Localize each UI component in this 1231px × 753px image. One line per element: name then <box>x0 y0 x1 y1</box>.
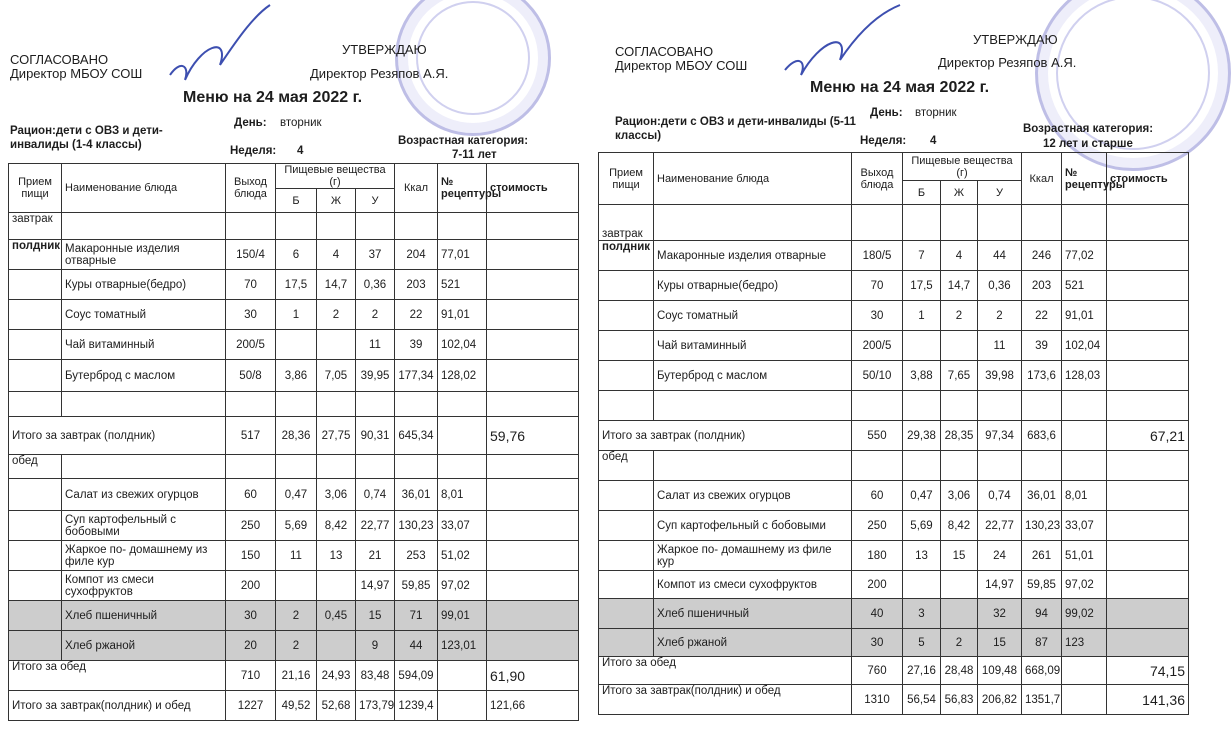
week-label: Неделя: <box>230 145 277 157</box>
breakfast-total-row <box>599 421 1189 451</box>
dish-kcal: 39 <box>1022 331 1062 361</box>
table-row <box>599 541 1189 571</box>
table-row <box>9 571 579 601</box>
dish-name: Суп картофельный с бобовыми <box>62 511 226 541</box>
dish-recipe: 91,01 <box>438 300 487 330</box>
dish-kcal: 39 <box>395 330 438 360</box>
col-kcal-header: Ккал <box>395 164 438 213</box>
dish-recipe: 91,01 <box>1062 301 1107 331</box>
table-row <box>9 240 579 270</box>
col-yield-header: Выход блюда <box>226 164 276 213</box>
section-lunch: обед <box>599 451 654 481</box>
dish-recipe: 33,07 <box>1062 511 1107 541</box>
day-label: День: <box>234 117 267 129</box>
section-breakfast: завтрак <box>599 205 654 241</box>
table-row <box>9 360 579 392</box>
total-carbs: 90,31 <box>356 417 395 455</box>
dish-fat: 15 <box>941 541 978 571</box>
col-recipe-header: № рецептуры <box>438 164 487 213</box>
day-label: День: <box>870 107 903 119</box>
dish-protein: 3,88 <box>903 361 941 391</box>
total-yield: 517 <box>226 417 276 455</box>
approve-label: УТВЕРЖДАЮ <box>973 32 1058 47</box>
dish-kcal: 261 <box>1022 541 1062 571</box>
dish-kcal: 177,34 <box>395 360 438 392</box>
agreed-label: СОГЛАСОВАНО <box>615 44 714 59</box>
dish-kcal: 44 <box>395 631 438 661</box>
approve-label: УТВЕРЖДАЮ <box>342 42 427 57</box>
total-yield: 1227 <box>226 691 276 721</box>
dish-kcal: 36,01 <box>1022 481 1062 511</box>
dish-recipe: 51,02 <box>438 541 487 571</box>
dish-yield: 50/10 <box>852 361 903 391</box>
dish-carbs: 32 <box>978 599 1022 629</box>
dish-yield: 250 <box>226 511 276 541</box>
dish-recipe: 99,01 <box>438 601 487 631</box>
menu-table-right <box>598 152 1189 715</box>
total-protein: 56,54 <box>903 685 941 715</box>
total-label: Итого за завтрак (полдник) <box>599 421 852 451</box>
dish-name: Суп картофельный с бобовыми <box>654 511 852 541</box>
dish-kcal: 203 <box>395 270 438 300</box>
total-label: Итого за завтрак (полдник) <box>9 417 226 455</box>
dish-protein: 11 <box>276 541 317 571</box>
dish-name: Соус томатный <box>654 301 852 331</box>
dish-recipe: 97,02 <box>1062 571 1107 599</box>
dish-kcal: 36,01 <box>395 479 438 511</box>
dish-carbs: 24 <box>978 541 1022 571</box>
total-fat: 52,68 <box>317 691 356 721</box>
dish-kcal: 246 <box>1022 241 1062 271</box>
total-yield: 550 <box>852 421 903 451</box>
col-meal-header: Прием пищи <box>9 164 62 213</box>
dish-carbs: 0,36 <box>356 270 395 300</box>
dish-yield: 50/8 <box>226 360 276 392</box>
dish-name: Соус томатный <box>62 300 226 330</box>
dish-fat <box>317 631 356 661</box>
table-row <box>9 601 579 631</box>
dish-carbs: 22,77 <box>356 511 395 541</box>
dish-recipe: 123 <box>1062 629 1107 657</box>
dish-fat <box>317 571 356 601</box>
dish-protein: 0,47 <box>276 479 317 511</box>
total-carbs: 206,82 <box>978 685 1022 715</box>
total-carbs: 83,48 <box>356 661 395 691</box>
section-breakfast: завтрак <box>9 213 62 240</box>
dish-carbs: 0,74 <box>356 479 395 511</box>
dish-fat <box>941 599 978 629</box>
table-row <box>9 541 579 571</box>
dish-yield: 150 <box>226 541 276 571</box>
day-value: вторник <box>280 117 322 129</box>
dish-kcal: 204 <box>395 240 438 270</box>
dish-yield: 30 <box>852 301 903 331</box>
dish-yield: 60 <box>852 481 903 511</box>
table-row <box>599 331 1189 361</box>
dish-fat: 0,45 <box>317 601 356 631</box>
total-fat: 24,93 <box>317 661 356 691</box>
dish-name: Компот из смеси сухофруктов <box>62 571 226 601</box>
col-yield-header: Выход блюда <box>852 153 903 205</box>
dish-yield: 60 <box>226 479 276 511</box>
dish-carbs: 0,74 <box>978 481 1022 511</box>
dish-carbs: 2 <box>356 300 395 330</box>
dish-carbs: 2 <box>978 301 1022 331</box>
dish-carbs: 44 <box>978 241 1022 271</box>
table-row <box>599 241 1189 271</box>
menu-table-left <box>8 163 579 721</box>
menu-document-left <box>0 0 600 753</box>
col-u-header: У <box>356 189 395 213</box>
dish-kcal: 130,23 <box>1022 511 1062 541</box>
total-carbs: 173,79 <box>356 691 395 721</box>
total-fat: 56,83 <box>941 685 978 715</box>
dish-protein: 2 <box>276 601 317 631</box>
dish-protein <box>903 331 941 361</box>
dish-protein: 2 <box>276 631 317 661</box>
dish-kcal: 59,85 <box>395 571 438 601</box>
dish-yield: 30 <box>226 300 276 330</box>
col-zh-header: Ж <box>317 189 356 213</box>
age-category-label: Возрастная категория: <box>1023 123 1154 135</box>
col-dish-header: Наименование блюда <box>62 164 226 213</box>
dish-fat: 8,42 <box>317 511 356 541</box>
grand-total-row <box>9 691 579 721</box>
dish-protein: 7 <box>903 241 941 271</box>
director-name-label: Директор Резяпов А.Я. <box>938 55 1077 70</box>
signature-mark <box>775 5 905 90</box>
dish-fat: 3,06 <box>317 479 356 511</box>
col-cost-header: стоимость <box>1107 153 1189 205</box>
dish-yield: 30 <box>852 629 903 657</box>
dish-yield: 180 <box>852 541 903 571</box>
dish-yield: 30 <box>226 601 276 631</box>
dish-yield: 70 <box>226 270 276 300</box>
dish-carbs: 15 <box>978 629 1022 657</box>
dish-name: Хлеб пшеничный <box>654 599 852 629</box>
total-yield: 1310 <box>852 685 903 715</box>
dish-fat: 14,7 <box>317 270 356 300</box>
dish-yield: 250 <box>852 511 903 541</box>
dish-yield: 200 <box>226 571 276 601</box>
dish-recipe: 77,01 <box>438 240 487 270</box>
dish-kcal: 87 <box>1022 629 1062 657</box>
col-dish-header: Наименование блюда <box>654 153 852 205</box>
col-cost-header: стоимость <box>487 164 579 213</box>
total-fat: 27,75 <box>317 417 356 455</box>
dish-fat: 2 <box>317 300 356 330</box>
dish-recipe: 521 <box>438 270 487 300</box>
col-nutrients-header: Пищевые вещества (г) <box>903 153 1022 181</box>
dish-carbs: 39,95 <box>356 360 395 392</box>
grand-total-row <box>599 685 1189 715</box>
dish-recipe: 521 <box>1062 271 1107 301</box>
page-title: Меню на 24 мая 2022 г. <box>810 79 990 96</box>
dish-name: Хлеб пшеничный <box>62 601 226 631</box>
dish-protein: 1 <box>276 300 317 330</box>
table-row <box>599 301 1189 331</box>
total-cost: 59,76 <box>487 417 579 455</box>
table-row <box>599 629 1189 657</box>
dish-name: Чай витаминный <box>62 330 226 360</box>
dish-kcal: 203 <box>1022 271 1062 301</box>
total-label: Итого за обед <box>599 657 852 685</box>
dish-protein <box>903 571 941 599</box>
col-b-header: Б <box>903 181 941 205</box>
dish-kcal: 253 <box>395 541 438 571</box>
dish-name: Бутерброд с маслом <box>62 360 226 392</box>
total-label: Итого за завтрак(полдник) и обед <box>599 685 852 715</box>
total-kcal: 645,34 <box>395 417 438 455</box>
dish-carbs: 22,77 <box>978 511 1022 541</box>
total-cost: 61,90 <box>487 661 579 691</box>
dish-recipe: 123,01 <box>438 631 487 661</box>
dish-kcal: 71 <box>395 601 438 631</box>
dish-kcal: 173,6 <box>1022 361 1062 391</box>
col-u-header: У <box>978 181 1022 205</box>
dish-recipe: 99,02 <box>1062 599 1107 629</box>
age-category-label: Возрастная категория: <box>398 135 529 147</box>
total-kcal: 1351,7 <box>1022 685 1062 715</box>
dish-fat <box>317 330 356 360</box>
total-cost: 141,36 <box>1107 685 1189 715</box>
table-row <box>599 361 1189 391</box>
section-snack: полдник <box>599 241 654 271</box>
week-label: Неделя: <box>860 135 907 147</box>
dish-kcal: 59,85 <box>1022 571 1062 599</box>
total-kcal: 1239,4 <box>395 691 438 721</box>
dish-yield: 20 <box>226 631 276 661</box>
dish-fat: 8,42 <box>941 511 978 541</box>
total-protein: 21,16 <box>276 661 317 691</box>
dish-yield: 40 <box>852 599 903 629</box>
dish-carbs: 9 <box>356 631 395 661</box>
dish-fat: 13 <box>317 541 356 571</box>
dish-carbs: 11 <box>356 330 395 360</box>
dish-recipe: 128,02 <box>438 360 487 392</box>
table-row <box>599 571 1189 599</box>
dish-name: Хлеб ржаной <box>62 631 226 661</box>
dish-name: Жаркое по- домашнему из филе кур <box>654 541 852 571</box>
total-fat: 28,48 <box>941 657 978 685</box>
total-carbs: 97,34 <box>978 421 1022 451</box>
ration-label: Рацион:дети с ОВЗ и дети-инвалиды (1-4 классы) <box>10 125 163 151</box>
dish-protein: 5,69 <box>903 511 941 541</box>
total-yield: 760 <box>852 657 903 685</box>
dish-kcal: 22 <box>1022 301 1062 331</box>
total-fat: 28,35 <box>941 421 978 451</box>
total-cost: 121,66 <box>487 691 579 721</box>
lunch-total-row <box>9 661 579 691</box>
table-row <box>9 631 579 661</box>
col-kcal-header: Ккал <box>1022 153 1062 205</box>
dish-recipe: 8,01 <box>1062 481 1107 511</box>
signature-mark <box>160 5 280 95</box>
dish-name: Жаркое по- домашнему из филе кур <box>62 541 226 571</box>
total-yield: 710 <box>226 661 276 691</box>
dish-yield: 180/5 <box>852 241 903 271</box>
dish-name: Хлеб ржаной <box>654 629 852 657</box>
dish-name: Компот из смеси сухофруктов <box>654 571 852 599</box>
section-lunch: обед <box>9 455 62 479</box>
dish-fat: 2 <box>941 629 978 657</box>
table-row <box>599 481 1189 511</box>
col-recipe-header: № рецептуры <box>1062 153 1107 205</box>
table-row <box>9 330 579 360</box>
dish-kcal: 94 <box>1022 599 1062 629</box>
total-carbs: 109,48 <box>978 657 1022 685</box>
total-cost: 67,21 <box>1107 421 1189 451</box>
dish-protein: 17,5 <box>276 270 317 300</box>
dish-carbs: 14,97 <box>356 571 395 601</box>
total-protein: 29,38 <box>903 421 941 451</box>
dish-kcal: 22 <box>395 300 438 330</box>
total-kcal: 668,09 <box>1022 657 1062 685</box>
dish-protein: 0,47 <box>903 481 941 511</box>
dish-protein: 1 <box>903 301 941 331</box>
dish-protein <box>276 330 317 360</box>
total-label: Итого за обед <box>9 661 226 691</box>
dish-recipe: 51,01 <box>1062 541 1107 571</box>
dish-fat: 4 <box>941 241 978 271</box>
dish-protein: 5 <box>903 629 941 657</box>
dish-recipe: 97,02 <box>438 571 487 601</box>
dish-yield: 200 <box>852 571 903 599</box>
table-row <box>599 271 1189 301</box>
dish-name: Макаронные изделия отварные <box>654 241 852 271</box>
dish-fat: 7,05 <box>317 360 356 392</box>
week-value: 4 <box>297 145 304 157</box>
dish-fat <box>941 571 978 599</box>
lunch-total-row <box>599 657 1189 685</box>
table-row <box>599 599 1189 629</box>
dish-yield: 200/5 <box>226 330 276 360</box>
dish-kcal: 130,23 <box>395 511 438 541</box>
dish-name: Салат из свежих огурцов <box>654 481 852 511</box>
dish-protein: 5,69 <box>276 511 317 541</box>
total-protein: 49,52 <box>276 691 317 721</box>
total-cost: 74,15 <box>1107 657 1189 685</box>
dish-protein <box>276 571 317 601</box>
age-category-value: 12 лет и старше <box>1043 138 1133 150</box>
dish-carbs: 11 <box>978 331 1022 361</box>
dish-carbs: 0,36 <box>978 271 1022 301</box>
dish-protein: 13 <box>903 541 941 571</box>
dish-recipe: 102,04 <box>1062 331 1107 361</box>
agreed-label: СОГЛАСОВАНО <box>10 52 109 67</box>
dish-recipe: 128,03 <box>1062 361 1107 391</box>
day-value: вторник <box>915 107 957 119</box>
dish-fat: 2 <box>941 301 978 331</box>
dish-name: Куры отварные(бедро) <box>654 271 852 301</box>
dish-recipe: 77,02 <box>1062 241 1107 271</box>
page-title: Меню на 24 мая 2022 г. <box>183 89 363 106</box>
dish-protein: 17,5 <box>903 271 941 301</box>
dish-carbs: 37 <box>356 240 395 270</box>
dish-fat: 4 <box>317 240 356 270</box>
total-protein: 28,36 <box>276 417 317 455</box>
col-zh-header: Ж <box>941 181 978 205</box>
menu-document-right <box>602 0 1205 753</box>
dish-fat: 14,7 <box>941 271 978 301</box>
dish-fat: 3,06 <box>941 481 978 511</box>
dish-yield: 150/4 <box>226 240 276 270</box>
table-row <box>9 511 579 541</box>
director-school-label: Директор МБОУ СОШ <box>615 58 748 73</box>
dish-fat <box>941 331 978 361</box>
total-label: Итого за завтрак(полдник) и обед <box>9 691 226 721</box>
table-row <box>9 270 579 300</box>
dish-protein: 3,86 <box>276 360 317 392</box>
dish-carbs: 15 <box>356 601 395 631</box>
director-name-label: Директор Резяпов А.Я. <box>310 66 449 81</box>
section-snack: полдник <box>9 240 62 270</box>
dish-yield: 70 <box>852 271 903 301</box>
total-kcal: 594,09 <box>395 661 438 691</box>
col-meal-header: Прием пищи <box>599 153 654 205</box>
dish-protein: 6 <box>276 240 317 270</box>
dish-carbs: 14,97 <box>978 571 1022 599</box>
col-b-header: Б <box>276 189 317 213</box>
table-row <box>9 300 579 330</box>
dish-name: Макаронные изделия отварные <box>62 240 226 270</box>
dish-carbs: 21 <box>356 541 395 571</box>
dish-yield: 200/5 <box>852 331 903 361</box>
week-value: 4 <box>930 135 937 147</box>
total-protein: 27,16 <box>903 657 941 685</box>
breakfast-total-row <box>9 417 579 455</box>
total-kcal: 683,6 <box>1022 421 1062 451</box>
table-row <box>599 511 1189 541</box>
dish-recipe: 33,07 <box>438 511 487 541</box>
dish-recipe: 102,04 <box>438 330 487 360</box>
dish-protein: 3 <box>903 599 941 629</box>
ration-label: Рацион:дети с ОВЗ и дети-инвалиды (5-11 классы) <box>615 116 856 142</box>
dish-name: Чай витаминный <box>654 331 852 361</box>
dish-name: Бутерброд с маслом <box>654 361 852 391</box>
dish-name: Куры отварные(бедро) <box>62 270 226 300</box>
age-category-value: 7-11 лет <box>452 149 497 161</box>
dish-recipe: 8,01 <box>438 479 487 511</box>
table-row <box>9 479 579 511</box>
director-school-label: Директор МБОУ СОШ <box>10 66 143 81</box>
col-nutrients-header: Пищевые вещества (г) <box>276 164 395 189</box>
dish-carbs: 39,98 <box>978 361 1022 391</box>
dish-name: Салат из свежих огурцов <box>62 479 226 511</box>
dish-fat: 7,65 <box>941 361 978 391</box>
